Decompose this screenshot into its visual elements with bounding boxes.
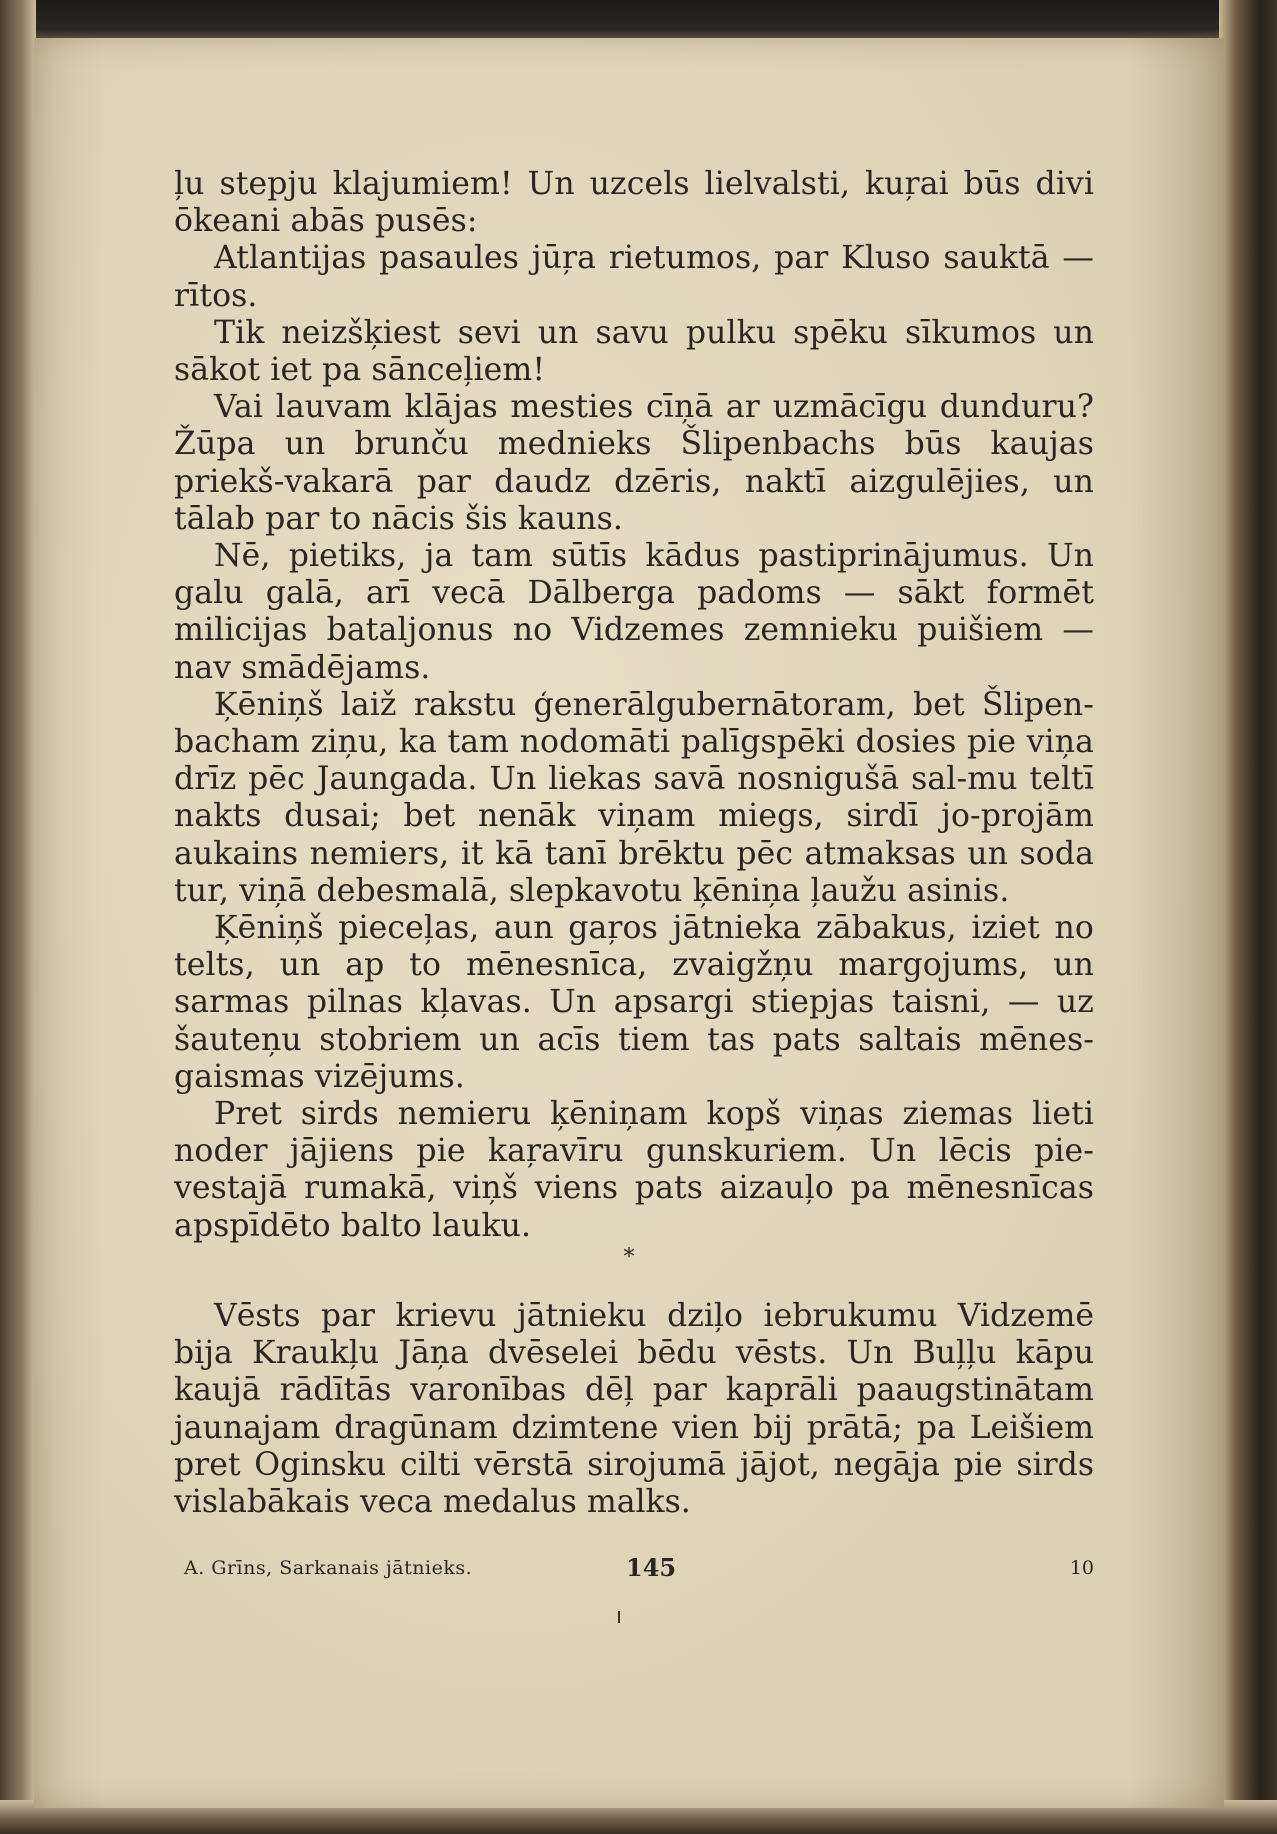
right-scan-edge bbox=[1219, 0, 1277, 1834]
top-scan-edge bbox=[0, 0, 1277, 42]
paragraph: Vēsts par krievu jātnieku dziļo iebrukumu Vidzemē bija Kraukļu Jāņa dvēselei bēdu vēsts. Un Buļļu kāpu kaujā rādītās varonības dēļ par kaprāli paaugstinātam jaunajam dragūnam dzimtene vien bij prātā; pa Leišiem pret Oginsku cilti vērstā sirojumā jājot, negāja pie sirds vislabākais veca medalus malks. bbox=[174, 1298, 1094, 1521]
section-text bbox=[174, 1298, 1094, 1521]
paragraph: Ķēniņš laiž rakstu ģenerālgubernātoram, bet Šlipen-bacham ziņu, ka tam nodomāti palīgspēki dosies pie viņa drīz pēc Jaungada. Un liekas savā nosnigušā sal-mu teltī nakts dusai; bet nenāk viņam miegs, sirdī jo-projām aukains nemiers, it kā tanī brēktu pēc atmaksas un soda tur, viņā debesmalā, slepkavotu ķēniņa ļaužu asinis. bbox=[174, 686, 1094, 909]
section-separator: * bbox=[623, 1245, 635, 1270]
paragraph: ļu stepju klajumiem! Un uzcels lielvalsti, kuŗai būs divi ōkeani abās pusēs: bbox=[174, 166, 1094, 240]
paragraph: Nē, pietiks, ja tam sūtīs kādus pastiprinājumus. Un galu galā, arī vecā Dālberga padoms — sākt formēt milicijas bataljonus no Vidzemes zemnieku puišiem — nav smādējams. bbox=[174, 538, 1094, 686]
paragraph: Pret sirds nemieru ķēniņam kopš viņas ziemas lieti noder jājiens pie kaŗavīru gunskuriem. Un lēcis pie-vestajā rumakā, viņš viens pats aizauļo pa mēnesnīcas apspīdēto balto lauku. bbox=[174, 1096, 1094, 1244]
main-text bbox=[174, 166, 1094, 1245]
left-scan-edge bbox=[0, 0, 36, 1834]
page-number: 145 bbox=[626, 1553, 677, 1582]
paragraph: Vai lauvam klājas mesties cīņā ar uzmācīgu dunduru? Žūpa un brunču mednieks Šlipenbachs būs kaujas priekš-vakarā par daudz dzēris, naktī aizgulējies, un tālab par to nācis šis kauns. bbox=[174, 389, 1094, 537]
paragraph: Atlantijas pasaules jūŗa rietumos, par Kluso sauktā — rītos. bbox=[174, 240, 1094, 314]
sheet-number: 10 bbox=[1069, 1557, 1094, 1579]
page-footer bbox=[184, 1553, 1094, 1593]
book-signature: A. Grīns, Sarkanais jātnieks. bbox=[184, 1557, 473, 1579]
paragraph: Ķēniņš pieceļas, aun gaŗos jātnieka zābakus, iziet no telts, un ap to mēnesnīca, zvaigžņu margojums, un sarmas pilnas kļavas. Un apsargi stiepjas taisni, — uz šauteņu stobriem un acīs tiem tas pats saltais mēnes-gaismas vizējums. bbox=[174, 910, 1094, 1095]
paragraph: Tik neizšķiest sevi un savu pulku spēku sīkumos un sākot iet pa sānceļiem! bbox=[174, 314, 1094, 389]
print-mark bbox=[618, 1611, 620, 1623]
book-page bbox=[34, 38, 1224, 1808]
